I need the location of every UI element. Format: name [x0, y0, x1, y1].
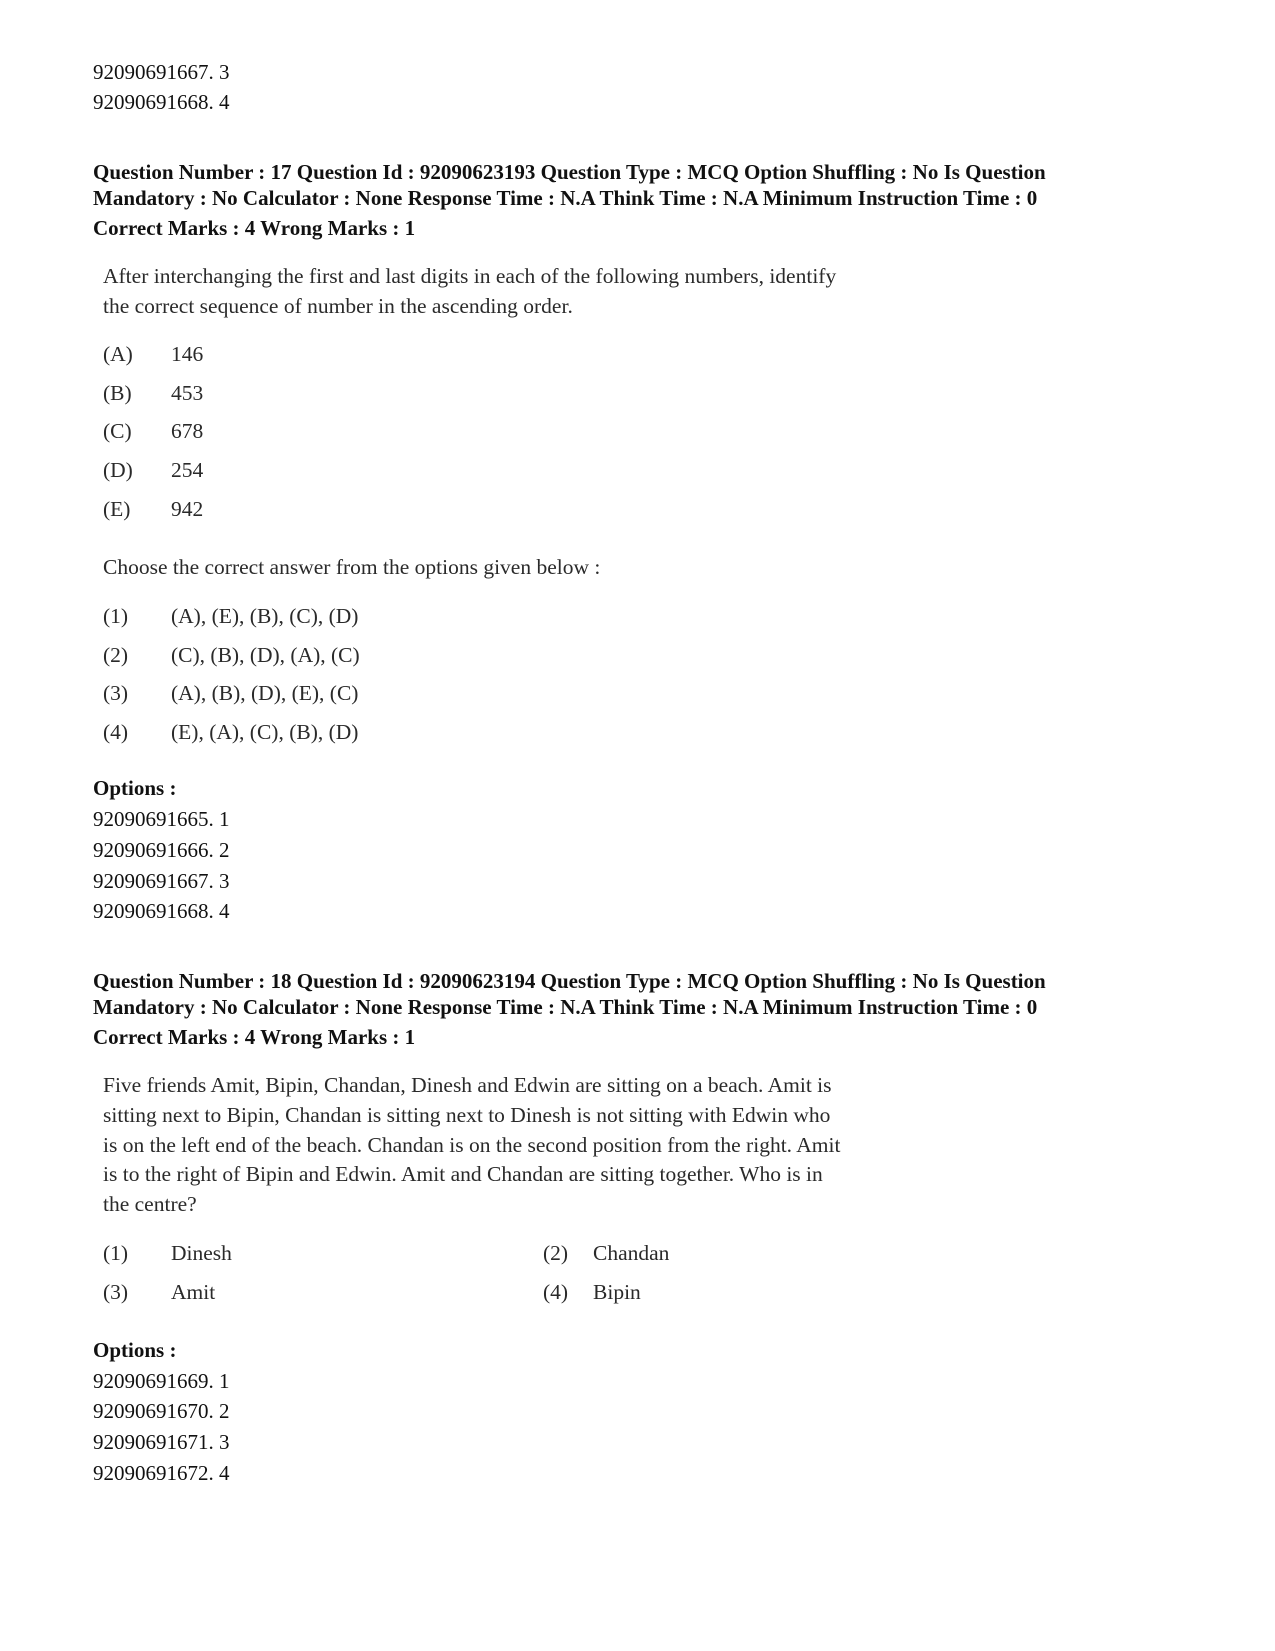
question-17-prompt: Choose the correct answer from the options given below :: [103, 555, 601, 579]
question-meta-line: Mandatory : No Calculator : None Response Time : N.A Think Time : N.A Minimum Instruction Time : 0: [93, 995, 1038, 1019]
option-line: 92090691668. 4: [93, 90, 230, 114]
question-17-text-line: After interchanging the first and last digits in each of the following numbers, identify: [103, 264, 837, 288]
question-17-text-line: the correct sequence of number in the ascending order.: [103, 294, 573, 318]
question-18-text-line: sitting next to Bipin, Chandan is sitting next to Dinesh is not sitting with Edwin who: [103, 1103, 831, 1127]
option-line: 92090691670. 2: [93, 1399, 230, 1423]
question-17-header: [93, 159, 1173, 241]
question-18-text-line: is to the right of Bipin and Edwin. Amit and Chandan are sitting together. Who is in: [103, 1162, 823, 1186]
options-heading: Options :: [93, 776, 177, 800]
question-18-text-line: Five friends Amit, Bipin, Chandan, Dinesh and Edwin are sitting on a beach. Amit is: [103, 1073, 832, 1097]
question-18-choice: (4) Bipin: [543, 1280, 641, 1304]
question-18-choice: (2) Chandan: [543, 1241, 670, 1265]
option-line: 92090691665. 1: [93, 807, 230, 831]
question-17-item: (B) 453: [103, 381, 204, 405]
option-line: 92090691667. 3: [93, 869, 230, 893]
question-17-choice: (1) (A), (E), (B), (C), (D): [103, 604, 359, 628]
question-17-choice: (4) (E), (A), (C), (B), (D): [103, 720, 359, 744]
question-17-item: (C) 678: [103, 419, 204, 443]
question-meta-line: Question Number : 18 Question Id : 92090623194 Question Type : MCQ Option Shuffling : No Is Question: [93, 969, 1046, 993]
option-line: 92090691671. 3: [93, 1430, 230, 1454]
question-18-text-line: is on the left end of the beach. Chandan is on the second position from the right. Amit: [103, 1133, 841, 1157]
option-line: 92090691669. 1: [93, 1369, 230, 1393]
question-18-header: [93, 968, 1173, 1050]
option-line: 92090691666. 2: [93, 838, 230, 862]
question-18-choice: (1) Dinesh: [103, 1241, 232, 1265]
question-18-text-line: the centre?: [103, 1192, 197, 1216]
question-17-item: (D) 254: [103, 458, 204, 482]
option-line: 92090691667. 3: [93, 60, 230, 84]
option-line: 92090691672. 4: [93, 1461, 230, 1485]
option-line: 92090691668. 4: [93, 899, 230, 923]
question-meta-line: Question Number : 17 Question Id : 92090623193 Question Type : MCQ Option Shuffling : No Is Question: [93, 160, 1046, 184]
question-18-choice: (3) Amit: [103, 1280, 216, 1304]
question-17-item: (A) 146: [103, 342, 204, 366]
question-marks-line: Correct Marks : 4 Wrong Marks : 1: [93, 216, 416, 240]
question-marks-line: Correct Marks : 4 Wrong Marks : 1: [93, 1025, 416, 1049]
question-17-choice: (3) (A), (B), (D), (E), (C): [103, 681, 359, 705]
question-17-item: (E) 942: [103, 497, 204, 521]
question-17-choice: (2) (C), (B), (D), (A), (C): [103, 643, 360, 667]
question-meta-line: Mandatory : No Calculator : None Response Time : N.A Think Time : N.A Minimum Instruction Time : 0: [93, 186, 1038, 210]
options-heading: Options :: [93, 1338, 177, 1362]
